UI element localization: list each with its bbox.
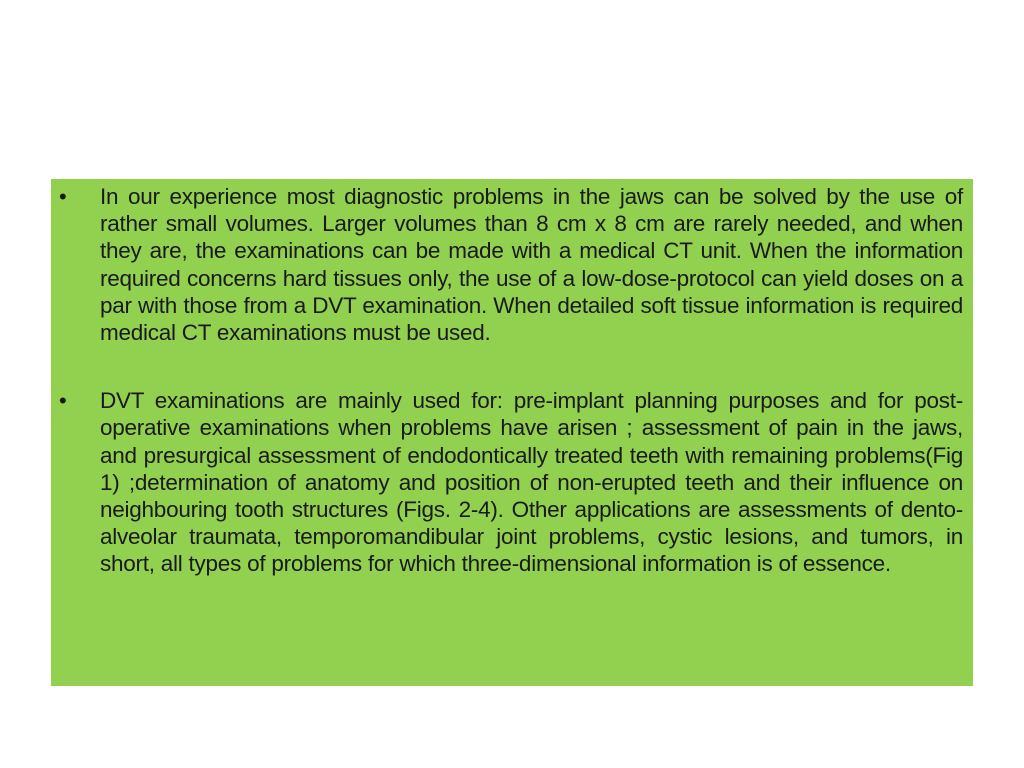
bullet-text: In our experience most diagnostic problems in the jaws can be solved by the use of rather small volumes. Larger volumes than 8 cm x 8 cm are rarely needed, and when they are, the examinations can be made with a medical CT unit. When the information required concerns hard tissues only, the use of a low-dose-protocol can yield doses on a par with those from a DVT examination. When detailed soft tissue information is required medical CT examinations must be used. [100,184,963,346]
bullet-list [51,183,973,578]
bullet-item-small-volumes [51,183,973,346]
bullet-text: DVT examinations are mainly used for: pre-implant planning purposes and for post-operative examinations when problems have arisen ; assessment of pain in the jaws, and presurgical assessment of endodontically treated teeth with remaining problems(Fig 1) ;determination of anatomy and position of non-erupted teeth and their influence on neighbouring tooth structures (Figs. 2-4). Other applications are assessments of dento-alveolar traumata, temporomandibular joint problems, cystic lesions, and tumors, in short, all types of problems for which three-dimensional information is of essence. [100,388,963,577]
bullet-marker: • [59,388,67,414]
bullet-item-dvt-uses [51,387,973,577]
bullet-marker: • [59,184,67,209]
content-box [51,179,973,686]
